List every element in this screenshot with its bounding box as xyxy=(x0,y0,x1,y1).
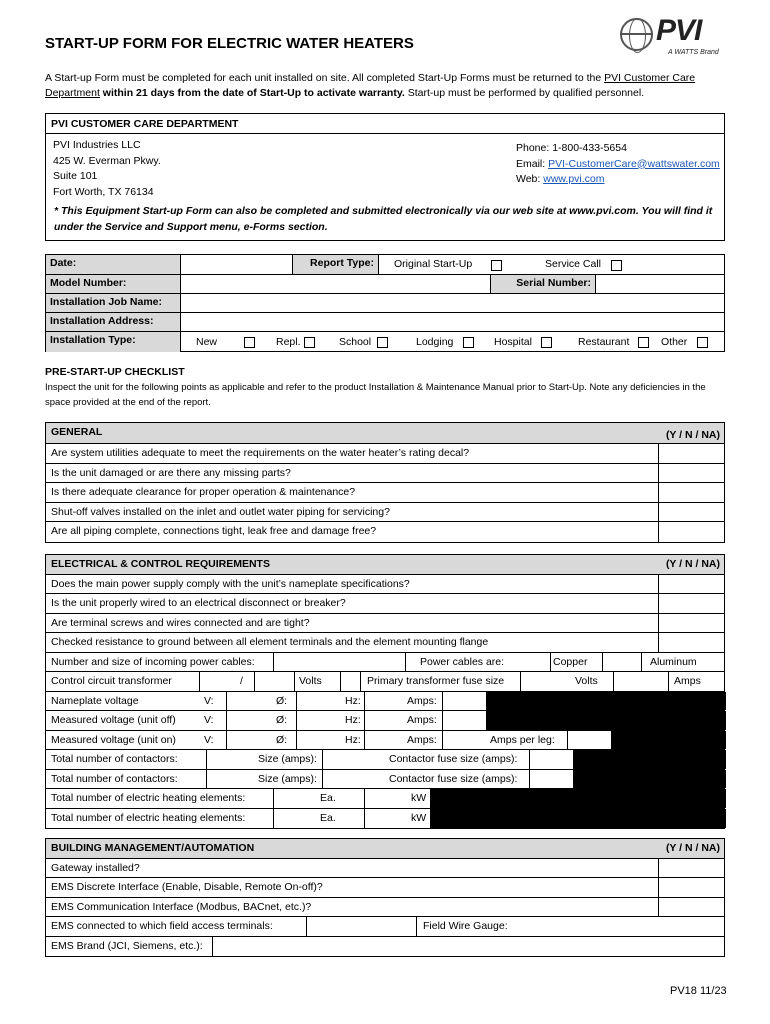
address-label: Installation Address: xyxy=(46,313,181,332)
date-label: Date: xyxy=(46,255,181,275)
answer-field[interactable] xyxy=(658,464,724,483)
customer-care-link[interactable]: PVI Customer Care Department xyxy=(45,72,696,99)
cables-row: Number and size of incoming power cables: Power cables are: Copper Aluminum xyxy=(46,653,724,673)
type-school-checkbox[interactable] xyxy=(377,337,388,348)
checklist-row: Are system utilities adequate to meet the requirements on the water heater’s rating decal? xyxy=(46,444,724,464)
job-name-label: Installation Job Name: xyxy=(46,294,181,313)
install-type-label: Installation Type: xyxy=(46,332,181,352)
logo-name: PVI xyxy=(656,14,702,47)
contactors-field-2[interactable] xyxy=(206,770,254,789)
transformer-field-2[interactable] xyxy=(254,672,294,691)
on-phase-field[interactable] xyxy=(296,731,344,750)
checklist-row: Shut-off valves installed on the inlet and outlet water piping for servicing? xyxy=(46,503,724,523)
email-link[interactable]: PVI-CustomerCare@wattswater.com xyxy=(548,157,720,170)
contactor-size-field-2[interactable] xyxy=(322,770,386,789)
bms-header: BUILDING MANAGEMENT/AUTOMATION (Y / N / NA) xyxy=(46,839,724,859)
checklist-row: Is there adequate clearance for proper operation & maintenance? xyxy=(46,483,724,503)
answer-field[interactable] xyxy=(658,444,724,463)
on-v-field[interactable] xyxy=(226,731,274,750)
answer-field[interactable] xyxy=(658,859,724,878)
contactor-size-field[interactable] xyxy=(322,750,386,769)
elements-spacer xyxy=(364,789,407,808)
elements-field-2[interactable] xyxy=(273,809,315,829)
type-new-checkbox[interactable] xyxy=(244,337,255,348)
pvi-logo xyxy=(620,16,725,60)
eform-note: * This Equipment Start-up Form can also be completed and submitted electronically via our web site at www.pvi.com. You will find it under the Service and Support menu, e-Forms section. xyxy=(54,205,713,233)
answer-field[interactable] xyxy=(658,503,724,522)
elements-row-2: Total number of electric heating elements: Ea. kW xyxy=(46,809,724,829)
general-header: GENERAL (Y / N / NA) xyxy=(46,423,724,444)
report-type-label: Report Type: xyxy=(293,255,379,275)
nameplate-amps-field[interactable] xyxy=(442,692,486,711)
serial-field[interactable] xyxy=(596,275,725,294)
off-amps-field[interactable] xyxy=(442,711,486,730)
on-hz-field[interactable] xyxy=(364,731,406,750)
type-lodging-checkbox[interactable] xyxy=(463,337,474,348)
amps-per-leg-field[interactable] xyxy=(567,731,611,750)
checklist-row: Gateway installed? xyxy=(46,859,724,879)
web-link[interactable]: www.pvi.com xyxy=(543,173,605,185)
service-call-checkbox[interactable] xyxy=(611,260,622,271)
intro-text: A Start-up Form must be completed for each unit installed on site. All completed Start-Up Forms must be returned to the PVI Customer Care Department within 21 days from the date of Start-Up to activate warranty. Start-up must be performed by qualified personnel. xyxy=(45,72,696,99)
checklist-row: Checked resistance to ground between all element terminals and the element mounting flange xyxy=(46,633,724,653)
logo-tagline: A WATTS Brand xyxy=(668,49,719,56)
report-type-options: Original Start-Up Service Call xyxy=(379,255,725,275)
terminals-field[interactable] xyxy=(306,917,416,936)
customer-care-heading: PVI CUSTOMER CARE DEPARTMENT xyxy=(51,118,239,130)
checklist-row: Is the unit properly wired to an electrical disconnect or breaker? xyxy=(46,594,724,614)
bms-table xyxy=(45,838,725,957)
install-type-options: New Repl. School Lodging Hospital Restaurant Other xyxy=(181,332,725,352)
transformer-row: Control circuit transformer / Volts Primary transformer fuse size Volts Amps xyxy=(46,672,724,692)
model-field[interactable] xyxy=(181,275,491,294)
answer-field[interactable] xyxy=(658,898,724,917)
answer-field[interactable] xyxy=(658,633,724,652)
answer-field[interactable] xyxy=(658,483,724,502)
transformer-field-1[interactable]: / xyxy=(199,672,254,691)
contactors-row-2: Total number of contactors: Size (amps): Contactor fuse size (amps): xyxy=(46,770,724,790)
model-label: Model Number: xyxy=(46,275,181,294)
prestart-heading: PRE-START-UP CHECKLIST xyxy=(45,366,185,378)
job-name-field[interactable] xyxy=(181,294,725,313)
type-restaurant-checkbox[interactable] xyxy=(638,337,649,348)
contact-block: Phone: 1-800-433-5654 Email: PVI-CustomerCare@wattswater.com Web: www.pvi.com xyxy=(516,142,720,185)
date-field[interactable] xyxy=(181,255,293,275)
contactor-fuse-field-2[interactable] xyxy=(529,770,573,789)
nameplate-hz-field[interactable] xyxy=(364,692,406,711)
elements-row: Total number of electric heating elements: Ea. kW xyxy=(46,789,724,809)
job-info-grid xyxy=(45,254,725,352)
transformer-field-3[interactable] xyxy=(340,672,360,691)
cables-field[interactable] xyxy=(273,653,405,672)
measured-off-row: Measured voltage (unit off) V: Ø: Hz: Amps: xyxy=(46,711,724,731)
form-code: PV18 11/23 xyxy=(670,985,727,997)
contactor-fuse-field[interactable] xyxy=(529,750,573,769)
customer-care-box xyxy=(45,113,725,241)
off-phase-field[interactable] xyxy=(296,711,344,730)
answer-field[interactable] xyxy=(658,594,724,613)
on-amps-field[interactable] xyxy=(442,731,486,750)
checklist-row: EMS Discrete Interface (Enable, Disable, Remote On-off)? xyxy=(46,878,724,898)
type-repl-checkbox[interactable] xyxy=(304,337,315,348)
nameplate-phase-field[interactable] xyxy=(296,692,344,711)
type-hospital-checkbox[interactable] xyxy=(541,337,552,348)
answer-field[interactable] xyxy=(658,614,724,633)
elements-spacer-2 xyxy=(364,809,407,829)
electrical-header: ELECTRICAL & CONTROL REQUIREMENTS (Y / N / NA) xyxy=(46,555,724,575)
contactors-field[interactable] xyxy=(206,750,254,769)
phone-text: Phone: 1-800-433-5654 xyxy=(516,142,627,154)
address-block: PVI Industries LLC 425 W. Everman Pkwy. Suite 101 Fort Worth, TX 76134 xyxy=(53,139,161,198)
off-hz-field[interactable] xyxy=(364,711,406,730)
general-table xyxy=(45,422,725,543)
prestart-text: Inspect the unit for the following points as applicable and refer to the product Installation & Maintenance Manual prior to Start-Up. Note any deficiencies in the space provided at the end of the report. xyxy=(45,382,706,408)
checklist-row: Is the unit damaged or are there any missing parts? xyxy=(46,464,724,484)
checklist-row: Does the main power supply comply with the unit’s nameplate specifications? xyxy=(46,575,724,595)
nameplate-v-field[interactable] xyxy=(226,692,274,711)
answer-field[interactable] xyxy=(658,522,724,542)
answer-field[interactable] xyxy=(658,878,724,897)
original-startup-checkbox[interactable] xyxy=(491,260,502,271)
fuse-field[interactable]: Volts xyxy=(520,672,570,691)
answer-field[interactable] xyxy=(658,575,724,594)
checklist-row: Are terminal screws and wires connected and are tight? xyxy=(46,614,724,634)
elements-field[interactable] xyxy=(273,789,315,808)
address-field[interactable] xyxy=(181,313,725,332)
form-title: START-UP FORM FOR ELECTRIC WATER HEATERS xyxy=(45,35,414,52)
checklist-row: EMS Communication Interface (Modbus, BACnet, etc.)? xyxy=(46,898,724,918)
fuse-field-2[interactable] xyxy=(613,672,668,691)
off-v-field[interactable] xyxy=(226,711,274,730)
contactors-row: Total number of contactors: Size (amps): Contactor fuse size (amps): xyxy=(46,750,724,770)
serial-label: Serial Number: xyxy=(491,275,596,294)
electrical-table xyxy=(45,554,725,829)
terminals-row: EMS connected to which field access terminals: Field Wire Gauge: xyxy=(46,917,724,937)
globe-icon xyxy=(620,18,653,51)
measured-on-row: Measured voltage (unit on) V: Ø: Hz: Amps: Amps per leg: xyxy=(46,731,724,751)
copper-field[interactable] xyxy=(602,653,641,672)
brand-row: EMS Brand (JCI, Siemens, etc.): xyxy=(46,937,724,957)
brand-field[interactable] xyxy=(212,937,726,957)
nameplate-row: Nameplate voltage V: Ø: Hz: Amps: xyxy=(46,692,724,712)
checklist-row: Are all piping complete, connections tight, leak free and damage free? xyxy=(46,522,724,542)
type-other-checkbox[interactable] xyxy=(697,337,708,348)
